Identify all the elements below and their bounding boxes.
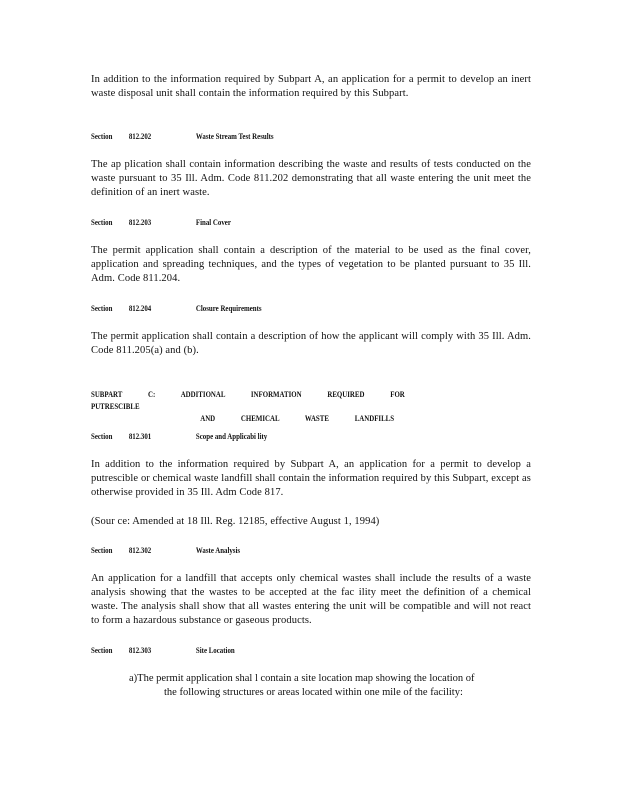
section-label: Section (91, 218, 113, 227)
section-body-812-204: The permit application shall contain a description of how the applicant will comply with 35 Ill. Adm. Code 811.205(a) and (b). (91, 331, 531, 356)
section-heading-812-203 (91, 218, 231, 228)
section-label: Section (91, 432, 113, 441)
subpart-heading-line2: AND CHEMICAL WASTE LANDFILLS (200, 414, 395, 423)
section-title: Closure Requirements (195, 304, 262, 313)
list-item-line2: the following structures or areas located within one mile of the facility: (164, 687, 463, 698)
subpart-heading-line1: SUBPART C: ADDITIONAL INFORMATION REQUIRED FOR PUTRESCIBLE (91, 390, 405, 411)
section-label: Section (91, 304, 113, 313)
list-item-line1: The permit application shal l contain a site location map showing the location of (137, 673, 475, 684)
section-body-812-203: The permit application shall contain a description of the material to be used as the final cover, application and spreading techniques, and the types of vegetation to be planted pursuant to 35 Ill. Adm. Code 811.204. (91, 245, 531, 284)
section-title: Waste Stream Test Results (195, 132, 274, 141)
section-heading-812-301 (91, 432, 267, 442)
section-label: Section (91, 132, 113, 141)
list-item-a (129, 672, 521, 700)
section-number: 812.203 (128, 218, 152, 227)
subpart-heading (91, 389, 461, 425)
section-title: Final Cover (195, 218, 231, 227)
section-label: Section (91, 546, 113, 555)
section-body-812-301: In addition to the information required by Subpart A, an application for a permit to develop a putrescible or chemical waste landfill shall contain the information required by this Subpart, except as otherwise provided in 35 Ill. Adm Code 817. (91, 459, 531, 498)
section-title: Scope and Applicabi lity (195, 432, 268, 441)
section-heading-812-204 (91, 304, 262, 314)
section-label: Section (91, 646, 113, 655)
section-heading-812-202 (91, 132, 274, 142)
section-body-812-202: The ap plication shall contain information describing the waste and results of tests conducted on the waste pursuant to 35 Ill. Adm. Code 811.202 demonstrating that all waste entering the unit meet the definition of an inert waste. (91, 159, 531, 198)
source-note: (Sour ce: Amended at 18 Ill. Reg. 12185, effective August 1, 1994) (91, 516, 380, 527)
section-heading-812-303 (91, 646, 235, 656)
list-item-marker: a) (129, 673, 138, 684)
section-heading-812-302 (91, 546, 240, 556)
section-number: 812.303 (128, 646, 152, 655)
section-title: Waste Analysis (195, 546, 241, 555)
section-number: 812.301 (128, 432, 152, 441)
section-title: Site Location (195, 646, 235, 655)
section-number: 812.302 (128, 546, 152, 555)
intro-paragraph: In addition to the information required by Subpart A, an application for a permit to develop an inert waste disposal unit shall contain the information required by this Subpart. (91, 74, 531, 99)
section-number: 812.202 (128, 132, 152, 141)
section-number: 812.204 (128, 304, 152, 313)
section-body-812-302: An application for a landfill that accepts only chemical wastes shall include the results of a waste analysis showing that the wastes to be accepted at the fac ility meet the definition of a chemical waste. The analysis shall show that all wastes entering the unit will be compatible and will not react to form a hazardous substance or gaseous products. (91, 573, 531, 626)
